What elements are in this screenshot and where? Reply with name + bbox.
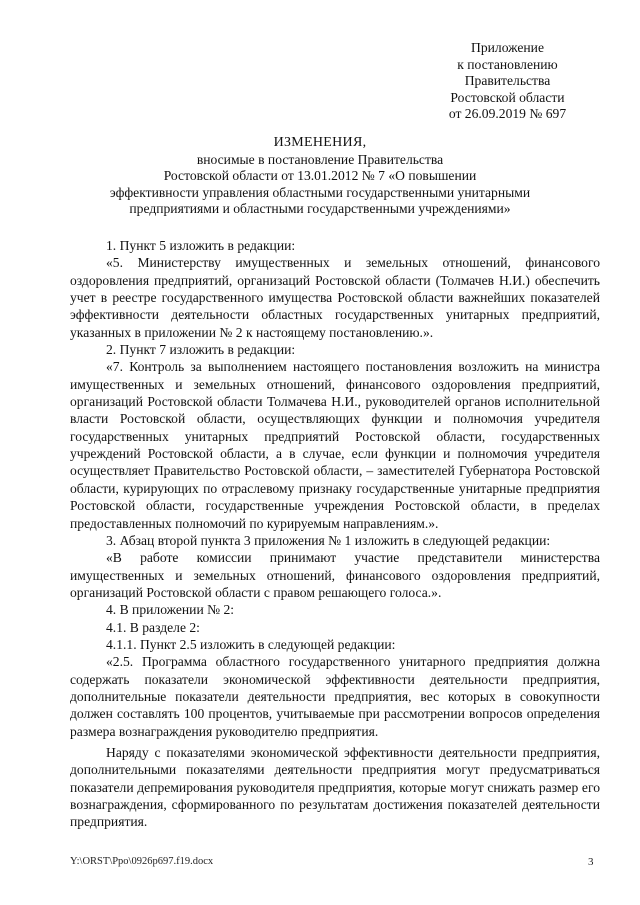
paragraph-item-2-5-text: «2.5. Программа областного государственного унитарного предприятия должна содержать показатели экономической эффективности деятельности предприятия, дополнительные показатели деятельности предприятия, вес которых в совокупности должен составлять 100 процентов, учитываемые при рассмотрении вопросов определения размера вознаграждения руководителю предприятия. <box>70 654 600 739</box>
title-heading: ИЗМЕНЕНИЯ, <box>273 135 367 150</box>
appendix-header <box>415 40 600 123</box>
document-title <box>70 135 570 218</box>
paragraph-item-2: 2. Пункт 7 изложить в редакции: <box>106 342 296 358</box>
title-line: эффективности управления областными государственными унитарными <box>109 184 531 200</box>
title-line: предприятиями и областными государственными учреждениями» <box>129 201 511 217</box>
document-body <box>70 237 600 831</box>
appendix-line: Ростовской области <box>450 89 565 105</box>
paragraph-deduction-text: Наряду с показателями экономической эффективности деятельности предприятия, дополнительными показателями деятельности предприятия могут предусматриваться показатели депремирования руководителя предприятия, которые могут снижать размер его вознаграждения, сформированного по результатам достижения показателей деятельности предприятия. <box>70 744 600 830</box>
title-line: вносимые в постановление Правительства <box>196 151 444 167</box>
paragraph-item-7-text: «7. Контроль за выполнением настоящего постановления возложить на министра имущественных и земельных отношений, финансового оздоровления предприятий, организаций Ростовской области Толмачева Н.И., руководителей органов исполнительной власти Ростовской области, осуществляющих функции и полномочия учредителя государственных унитарных предприятий Ростовской области, государственных учреждений Ростовской области, а в случае, если функции и полномочия учредителя осуществляет Правительство Ростовской области, – заместителей Губернатора Ростовской области, курирующих по отраслевому признаку государственные унитарные предприятия Ростовской области, государственные учреждения Ростовской области, в пределах предоставленных полномочий по курируемым направлениям.». <box>70 359 600 531</box>
appendix-line: к постановлению <box>457 56 558 72</box>
paragraph-commission-text: «В работе комиссии принимают участие представители министерства имущественных и земельных отношений, финансового оздоровления предприятий, организаций Ростовской области с правом решающего голоса.». <box>70 550 600 600</box>
paragraph-item-4: 4. В приложении № 2: <box>106 602 235 618</box>
title-line: Ростовской области от 13.01.2012 № 7 «О повышении <box>163 168 477 184</box>
paragraph-item-3: 3. Абзац второй пункта 3 приложения № 1 изложить в следующей редакции: <box>106 532 551 548</box>
page-number: 3 <box>588 856 594 868</box>
paragraph-item-4-1: 4.1. В разделе 2: <box>106 619 200 635</box>
paragraph-item-1: 1. Пункт 5 изложить в редакции: <box>106 238 296 253</box>
paragraph-item-4-1-1: 4.1.1. Пункт 2.5 изложить в следующей редакции: <box>106 636 396 652</box>
appendix-line: Правительства <box>464 73 551 89</box>
paragraph-item-5-text: «5. Министерству имущественных и земельных отношений, финансового оздоровления предприятий, организаций Ростовской области (Толмачев Н.И.) обеспечить учет в реестре государственного имущества Ростовской области важнейших показателей эффективности деятельности областных государственных унитарных предприятий, указанных в приложении № 2 к настоящему постановлению.». <box>70 255 600 340</box>
footer-file-path: Y:\ORST\Ppo\0926p697.f19.docx <box>70 856 214 867</box>
appendix-line: Приложение <box>471 40 544 55</box>
appendix-line: от 26.09.2019 № 697 <box>448 106 567 122</box>
